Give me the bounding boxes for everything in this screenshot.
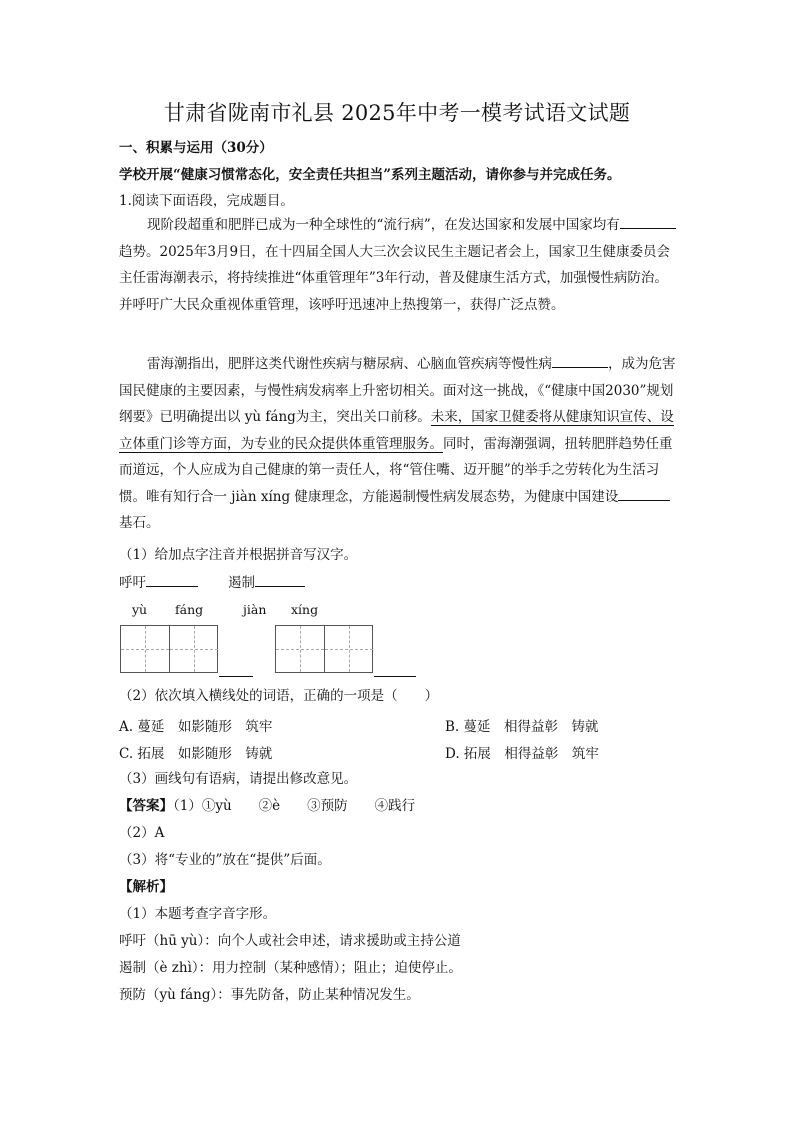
analysis-line: 遏制（è zhì）：用力控制（某种感情）；阻止；迫使停止。 — [119, 960, 462, 976]
section-heading: 一、积累与运用（30分） — [119, 140, 273, 156]
answer-2: （2）A — [119, 825, 165, 841]
reading-paragraph-2 — [119, 351, 677, 537]
sub-question-1: （1）给加点字注音并根据拼音写汉字。 — [119, 547, 358, 563]
sub-question-2: （2）依次填入横线处的词语，正确的一项是（ ） — [119, 688, 439, 704]
page-title: 甘肃省陇南市礼县 2025年中考一模考试语文试题 — [163, 101, 631, 125]
analysis-line: 预防（yù fáng）：事先防备，防止某种情况发生。 — [119, 987, 420, 1003]
reading-paragraph-1 — [119, 212, 677, 318]
writing-grid-jianxing — [275, 625, 373, 673]
grid-cell — [121, 626, 169, 672]
option-c: C. 拓展 如影随形 铸就 — [119, 746, 273, 762]
paragraph-2-text-d: 基石。 — [119, 515, 160, 531]
sub-question-3: （3）画线句有语病，请提出修改意见。 — [119, 771, 358, 787]
underlined-sentence: 未来，国家卫健委将从健康知识宣传、设立体重门诊等方面，为专业的民众提供体重管理服务。 — [119, 409, 674, 452]
grid-cell — [169, 626, 218, 672]
answer-1: （1）①yù ②è ③预防 ④践行 — [173, 798, 416, 814]
pinyin-label-fang: fáng — [175, 602, 204, 617]
word-huyu: 呼吁 — [119, 575, 146, 591]
fill-blank-2 — [552, 353, 608, 368]
grid-answer-line — [374, 676, 416, 677]
grid-cell — [276, 626, 324, 672]
answer-blank-huyu — [146, 572, 198, 587]
paragraph-1-text-a: 现阶段超重和肥胖已成为一种全球性的“流行病”，在发达国家和发展中国家均有 — [147, 217, 620, 233]
paragraph-2-text-b: ，成为危害国民健康的主要因素，与慢性病发病率上升密切相关。面对这一挑战，《“健康中国2030”规划纲要》已明确提出以 yù fáng为主，突出关口前移。 — [119, 356, 676, 425]
grid-cell — [324, 626, 373, 672]
answer-row-1 — [119, 796, 415, 816]
pinyin-label-yu: yù — [132, 602, 148, 617]
word-ezhi: 遏制 — [228, 575, 255, 591]
option-d: D. 拓展 相得益彰 筑牢 — [445, 746, 599, 762]
analysis-line: （1）本题考查字音字形。 — [119, 906, 277, 922]
annotation-words-row — [119, 572, 305, 593]
analysis-line: 呼吁（hū yù）：向个人或社会申述，请求援助或主持公道 — [119, 933, 461, 949]
answer-3: （3）将“专业的”放在“提供”后面。 — [119, 852, 331, 868]
answer-blank-ezhi — [255, 572, 305, 587]
writing-grid-yufang — [120, 625, 218, 673]
analysis-label: 【解析】 — [119, 879, 173, 895]
paragraph-2-text-c: 同时，雷海潮强调，扭转肥胖趋势任重而道远，个人应成为自己健康的第一责任人，将“管住嘴、迈开腿”的举手之劳转化为生活习惯。唯有知行合一 jiàn xíng 健康理念，方能遏制慢性病发展态势，为健康中国建设 — [119, 435, 673, 505]
option-b: B. 蔓延 相得益彰 铸就 — [445, 719, 599, 735]
answer-label: 【答案】 — [119, 798, 173, 814]
pinyin-label-jian: jiàn — [243, 602, 267, 617]
grid-answer-line — [219, 676, 253, 677]
task-intro: 学校开展“健康习惯常态化，安全责任共担当”系列主题活动，请你参与并完成任务。 — [119, 167, 621, 183]
paragraph-1-text-b: 趋势。2025年3月9日，在十四届全国人大三次会议民生主题记者会上，国家卫生健康委员会主任雷海潮表示，将持续推进“体重管理年”3年行动，普及健康生活方式，加强慢性病防治。并呼吁广大民众重视体重管理，该呼吁迅速冲上热搜第一，获得广泛点赞。 — [119, 243, 671, 313]
question-1-stem: 1.阅读下面语段，完成题目。 — [119, 193, 294, 209]
option-a: A. 蔓延 如影随形 筑牢 — [119, 719, 273, 735]
pinyin-label-xing: xíng — [291, 602, 319, 617]
paragraph-2-text-a: 雷海潮指出，肥胖这类代谢性疾病与糖尿病、心脑血管疾病等慢性病 — [147, 356, 552, 372]
fill-blank-3 — [618, 486, 670, 501]
fill-blank-1 — [620, 214, 676, 229]
